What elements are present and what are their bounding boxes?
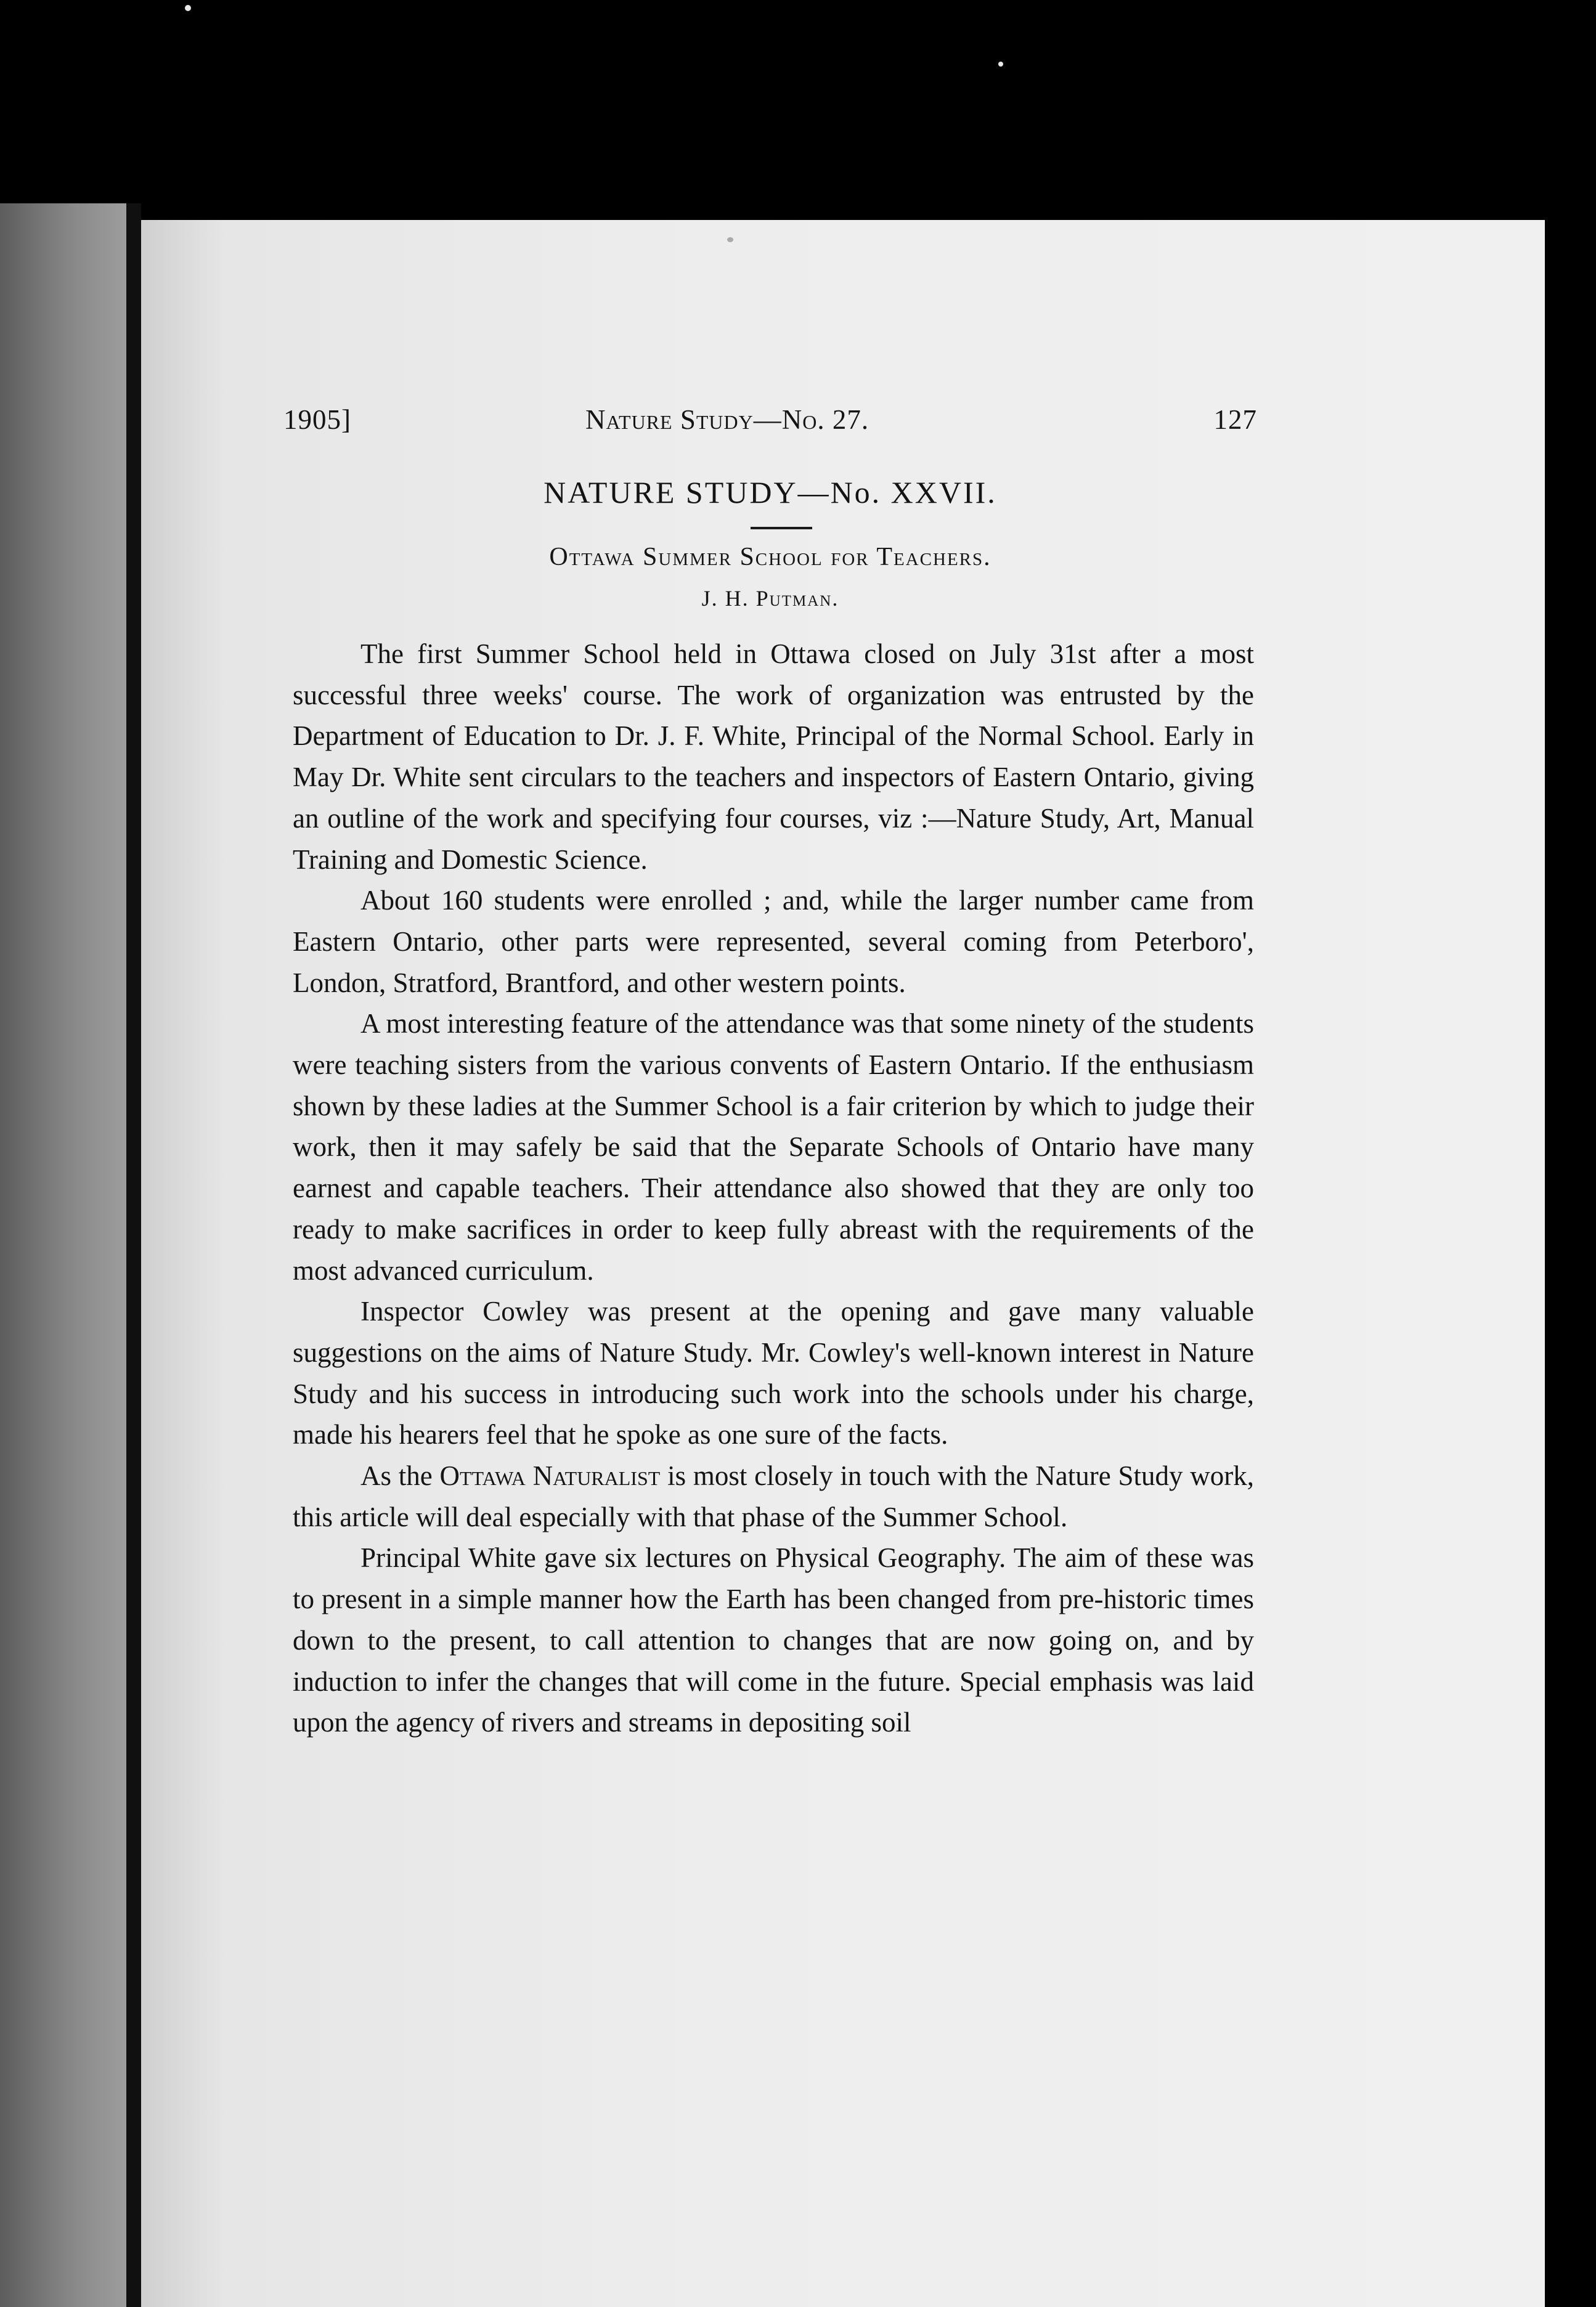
journal-name: Ottawa Naturalist (439, 1460, 661, 1492)
running-head-title: Nature Study—No. 27. (585, 404, 869, 435)
article-body (293, 633, 1254, 1743)
paragraph: Inspector Cowley was present at the opening and gave many valuable suggestions on the aims of Nature Study. Mr. Cowley's well-known interest in Nature Study and his success in introducing such work into the schools under his charge, made his hearers feel that he spoke as one sure of the facts. (293, 1296, 1254, 1451)
paragraph: About 160 students were enrolled ; and, while the larger number came from Eastern Ontario, other parts were represented, several coming from Peterboro', London, Stratford, Brantford, and other western points. (293, 885, 1254, 998)
article-author: J. H. Putman. (701, 586, 839, 611)
article-subtitle: Ottawa Summer School for Teachers. (549, 543, 991, 571)
paragraph: A most interesting feature of the attendance was that some ninety of the students were teaching sisters from the various convents of Eastern Ontario. If the enthusiasm shown by these ladies at the Summer School is a fair criterion by which to judge their work, then it may safely be said that the Separate Schools of Ontario have many earnest and capable teachers. Their attendance also showed that they are only too ready to make sacrifices in order to keep fully abreast with the requirements of the most advanced curriculum. (293, 1008, 1254, 1286)
scan-speck (185, 5, 191, 11)
scan-speck (727, 237, 733, 242)
paragraph-text: is most closely in touch with the Nature Study work, this article will deal especially with that phase of the Summer School. (293, 1460, 1254, 1532)
article-title: NATURE STUDY—No. XXVII. (544, 475, 997, 510)
paragraph: The first Summer School held in Ottawa closed on July 31st after a most successful three weeks' course. The work of organization was entrusted by the Department of Education to Dr. J. F. White, Principal of the Normal School. Early in May Dr. White sent circulars to the teachers and inspectors of Eastern Ontario, giving an outline of the work and specifying four courses, viz :—Nature Study, Art, Manual Training and Domestic Science. (293, 638, 1254, 875)
running-head (283, 404, 1257, 441)
page-gutter (126, 203, 141, 2307)
paragraph: Principal White gave six lectures on Physical Geography. The aim of these was to present in a simple manner how the Earth has been changed from pre-historic times down to the present, to call attention to changes that are now going on, and by induction to infer the changes that will come in the future. Special emphasis was laid upon the agency of rivers and streams in depositing soil (293, 1542, 1254, 1738)
paragraph (293, 1455, 1254, 1537)
running-head-year: 1905] (283, 404, 351, 435)
facing-page-edge (0, 203, 126, 2307)
scan-speck (998, 62, 1003, 67)
page-number: 127 (1213, 404, 1257, 435)
title-rule (751, 527, 812, 529)
paragraph-text: As the (360, 1460, 440, 1492)
